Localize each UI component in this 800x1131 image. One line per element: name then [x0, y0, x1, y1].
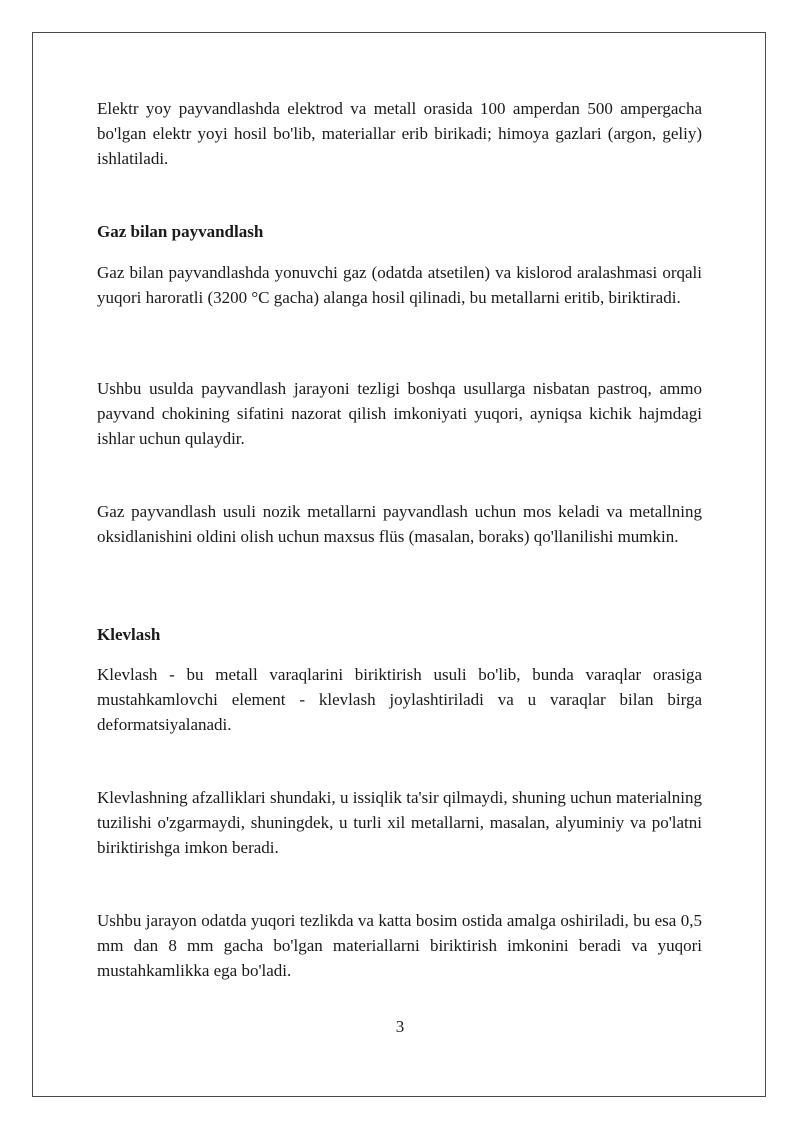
paragraph-gas-welding-speed: Ushbu usulda payvandlash jarayoni tezligi boshqa usullarga nisbatan pastroq, ammo payvand chokining sifatini nazorat qilish imkoniyati yuqori, ayniqsa kichik hajmdagi ishlar uchun qulaydir. [97, 379, 702, 448]
paragraph-gas-welding-flux: Gaz payvandlash usuli nozik metallarni payvandlash uchun mos keladi va metallning oksidlanishini oldini olish uchun maxsus flüs (masalan, boraks) qo'llanilishi mumkin. [97, 502, 702, 546]
paragraph-klevlash-process: Ushbu jarayon odatda yuqori tezlikda va katta bosim ostida amalga oshiriladi, bu esa 0,5 mm dan 8 mm gacha bo'lgan materiallarni biriktirish imkonini beradi va yuqori mustahkamlikka ega bo'ladi. [97, 911, 702, 980]
paragraph-gas-welding-intro: Gaz bilan payvandlashda yonuvchi gaz (odatda atsetilen) va kislorod aralashmasi orqali yuqori haroratli (3200 °C gacha) alanga hosil qilinadi, bu metallarni eritib, biriktiradi. [97, 263, 702, 307]
page-number: 3 [395, 1017, 405, 1036]
heading-gas-welding: Gaz bilan payvandlash [97, 222, 264, 241]
paragraph-klevlash-advantages: Klevlashning afzalliklari shundaki, u issiqlik ta'sir qilmaydi, shuning uchun materialning tuzilishi o'zgarmaydi, shuningdek, u turli xil metallarni, masalan, alyuminiy va po'latni biriktirishga imkon beradi. [97, 788, 702, 857]
paragraph-klevlash-definition: Klevlash - bu metall varaqlarini biriktirish usuli bo'lib, bunda varaqlar orasiga mustahkamlovchi element - klevlash joylashtiriladi va u varaqlar bilan birga deformatsiyalanadi. [97, 665, 702, 734]
heading-klevlash: Klevlash [97, 625, 161, 644]
paragraph-electric-arc: Elektr yoy payvandlashda elektrod va metall orasida 100 amperdan 500 ampergacha bo'lgan elektr yoyi hosil bo'lib, materiallar erib birikadi; himoya gazlari (argon, geliy) ishlatiladi. [97, 99, 702, 168]
